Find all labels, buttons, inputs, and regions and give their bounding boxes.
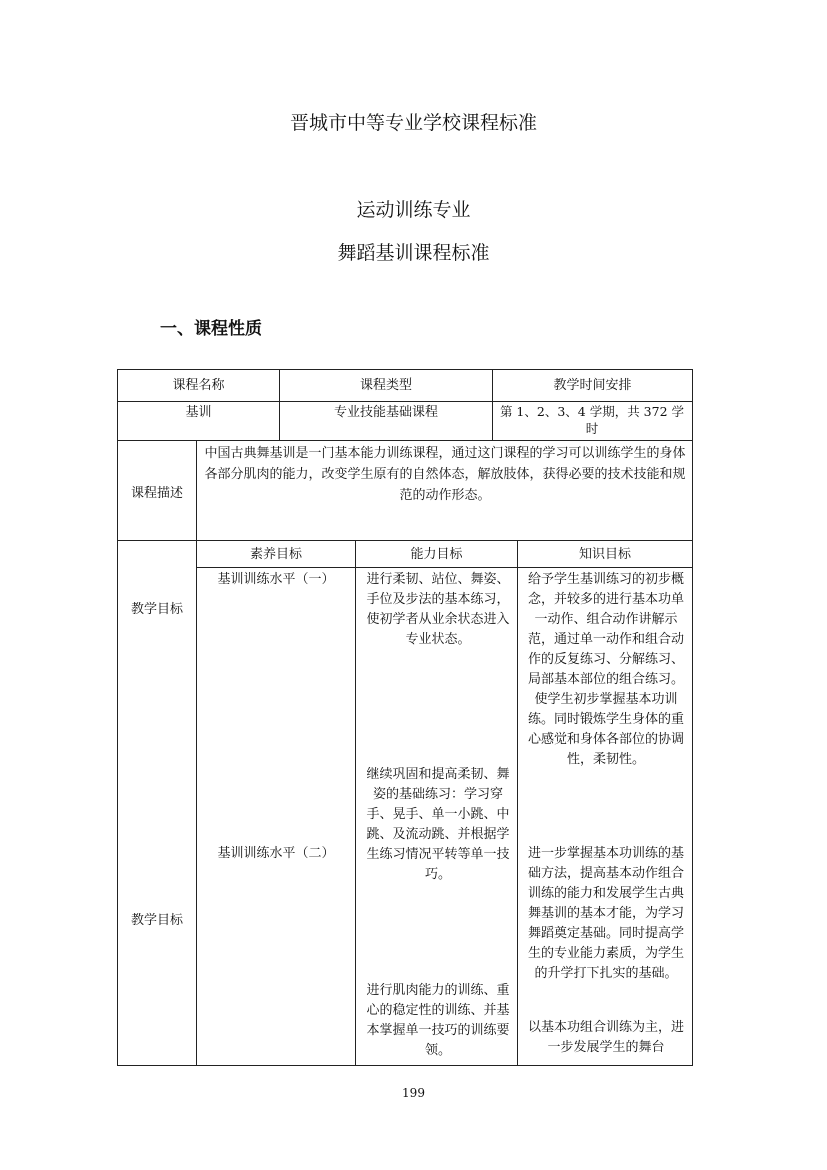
col-header-name: 课程名称 — [172, 378, 225, 393]
level2-ability: 继续巩固和提高柔韧、舞姿的基础练习：学习穿手、晃手、单一小跳、中跳、及流动跳、并根据学生练习情况平转等单一技巧。 — [366, 767, 510, 882]
section-heading: 一、课程性质 — [160, 319, 262, 339]
page-number: 199 — [402, 1086, 425, 1100]
goals-label-repeat: 教学目标 — [130, 913, 183, 928]
level3-ability: 进行肌肉能力的训练、重心的稳定性的训练、并基本掌握单一技巧的训练要领。 — [366, 983, 510, 1058]
level1-knowledge: 给予学生基训练习的初步概念，并较多的进行基本功单一动作、组合动作讲解示范，通过单一动作和组合动作的反复练习、分解练习、局部基本部位的组合练习。使学生初步掌握基本功训练。同时锻炼学生身体的重心感觉和身体各部位的协调性，柔韧性。 — [527, 572, 684, 767]
level2-name: 基训训练水平（二） — [217, 846, 335, 861]
goal-header-ability: 能力目标 — [410, 547, 463, 562]
course-type-value: 专业技能基础课程 — [333, 405, 438, 420]
level1-ability: 进行柔韧、站位、舞姿、手位及步法的基本练习，使初学者从业余状态进入专业状态。 — [366, 572, 510, 647]
description-label: 课程描述 — [130, 486, 183, 501]
level2-knowledge: 进一步掌握基本功训练的基础方法，提高基本动作组合训练的能力和发展学生古典舞基训的基本才能，为学习舞蹈奠定基础。同时提高学生的专业能力素质，为学生的升学打下扎实的基础。 — [527, 846, 684, 981]
col-header-type: 课程类型 — [359, 378, 412, 393]
level3-knowledge: 以基本功组合训练为主，进一步发展学生的舞台 — [527, 1020, 684, 1055]
course-name-value: 基训 — [185, 405, 212, 420]
goal-header-literacy: 素养目标 — [249, 547, 302, 562]
goals-label: 教学目标 — [130, 602, 183, 617]
goal-header-knowledge: 知识目标 — [578, 547, 631, 562]
description-text: 中国古典舞基训是一门基本能力训练课程，通过这门课程的学习可以训练学生的身体各部分肌肉的能力，改变学生原有的自然体态，解放肢体，获得必要的技术技能和规范的动作形态。 — [204, 446, 686, 503]
col-header-schedule: 教学时间安排 — [553, 378, 632, 393]
major-title: 运动训练专业 — [356, 199, 471, 221]
course-title: 舞蹈基训课程标准 — [337, 242, 490, 264]
school-title: 晋城市中等专业学校课程标准 — [289, 112, 537, 134]
course-schedule-value: 第 1、2、3、4 学期，共 372 学时 — [499, 404, 685, 436]
level1-name: 基训训练水平（一） — [217, 572, 335, 587]
